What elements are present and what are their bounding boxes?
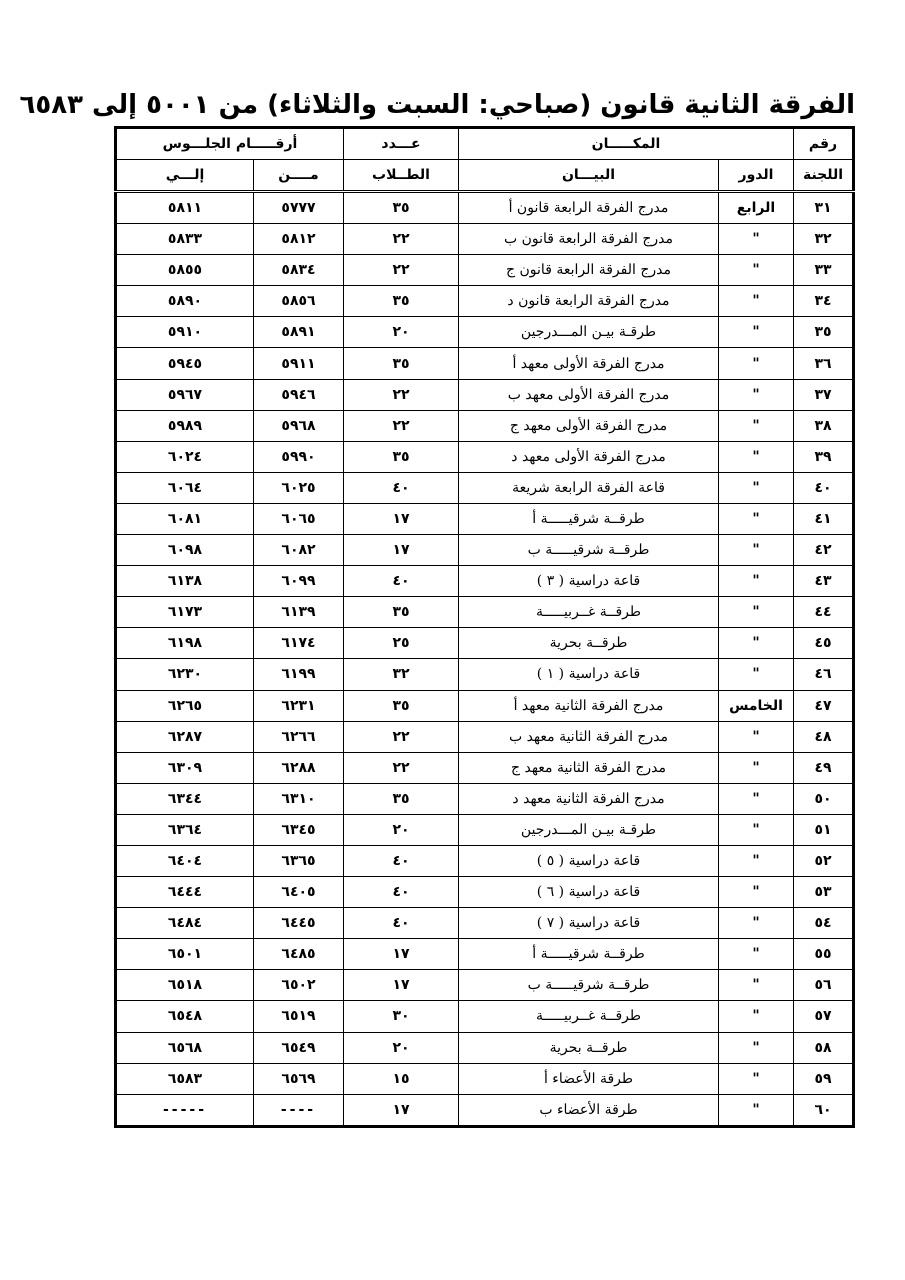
table-row (116, 224, 854, 255)
place-cell: طرقــة شرقيـــــة ب (459, 970, 719, 1001)
place-cell: طرقـة بيـن المـــدرجين (459, 317, 719, 348)
round-cell: " (719, 379, 794, 410)
seat-from-cell: ٦٢٨٨ (254, 752, 344, 783)
committee-number-cell: ٥٧ (794, 1001, 854, 1032)
seat-from-cell: ٥٧٧٧ (254, 192, 344, 224)
seat-to-cell: ٦٠٢٤ (116, 441, 254, 472)
seat-from-cell: ٥٨٩١ (254, 317, 344, 348)
table-row (116, 628, 854, 659)
committee-number-cell: ٣٦ (794, 348, 854, 379)
seat-from-cell: ٦٣١٠ (254, 783, 344, 814)
student-count-cell: ٣٥ (344, 690, 459, 721)
header-count: عـــدد (344, 128, 459, 160)
place-cell: طرقــة شرقيـــــة ب (459, 535, 719, 566)
table-row (116, 255, 854, 286)
committee-number-cell: ٤٦ (794, 659, 854, 690)
seat-to-cell: ----- (116, 1094, 254, 1126)
round-cell: " (719, 348, 794, 379)
table-row (116, 1001, 854, 1032)
round-cell: " (719, 410, 794, 441)
seat-to-cell: ٦٢٣٠ (116, 659, 254, 690)
seat-to-cell: ٥٨١١ (116, 192, 254, 224)
seat-to-cell: ٥٨٩٠ (116, 286, 254, 317)
seat-from-cell: ٦٤٤٥ (254, 908, 344, 939)
table-row (116, 348, 854, 379)
seat-from-cell: ٦٤٠٥ (254, 877, 344, 908)
place-cell: قاعة الفرقة الرابعة شريعة (459, 472, 719, 503)
student-count-cell: ٤٠ (344, 908, 459, 939)
committee-number-cell: ٤٤ (794, 597, 854, 628)
student-count-cell: ١٧ (344, 939, 459, 970)
seat-from-cell: ٦٥٤٩ (254, 1032, 344, 1063)
table-row (116, 908, 854, 939)
seat-to-cell: ٥٩١٠ (116, 317, 254, 348)
committee-number-cell: ٣١ (794, 192, 854, 224)
place-cell: طرقـة بيـن المـــدرجين (459, 814, 719, 845)
seat-to-cell: ٦٥٠١ (116, 939, 254, 970)
table-row (116, 970, 854, 1001)
student-count-cell: ٣٢ (344, 659, 459, 690)
place-cell: قاعة دراسية ( ٣ ) (459, 566, 719, 597)
round-cell: " (719, 721, 794, 752)
committee-number-cell: ٤٠ (794, 472, 854, 503)
committee-number-cell: ٤٢ (794, 535, 854, 566)
table-row (116, 1032, 854, 1063)
student-count-cell: ٣٥ (344, 192, 459, 224)
header-round: الدور (719, 160, 794, 192)
round-cell: " (719, 939, 794, 970)
round-cell: " (719, 659, 794, 690)
place-cell: طرقة الأعضاء ب (459, 1094, 719, 1126)
student-count-cell: ١٧ (344, 535, 459, 566)
student-count-cell: ٤٠ (344, 877, 459, 908)
seat-to-cell: ٥٩٤٥ (116, 348, 254, 379)
table-row (116, 410, 854, 441)
seat-to-cell: ٦٠٦٤ (116, 472, 254, 503)
place-cell: طرقــة بحرية (459, 1032, 719, 1063)
round-cell: " (719, 970, 794, 1001)
student-count-cell: ١٥ (344, 1063, 459, 1094)
place-cell: مدرج الفرقة الأولى معهد ب (459, 379, 719, 410)
round-cell: " (719, 783, 794, 814)
seat-to-cell: ٥٩٦٧ (116, 379, 254, 410)
round-cell: " (719, 224, 794, 255)
header-description: البيـــان (459, 160, 719, 192)
page-title: الفرقة الثانية قانون (صباحي: السبت والثلاثاء) من ٥٠٠١ إلى ٦٥٨٣ (19, 90, 855, 120)
committee-number-cell: ٥٦ (794, 970, 854, 1001)
round-cell: " (719, 441, 794, 472)
table-row (116, 192, 854, 224)
committee-number-cell: ٤٨ (794, 721, 854, 752)
seat-from-cell: ٥٨١٢ (254, 224, 344, 255)
place-cell: طرقــة غــربيـــــة (459, 597, 719, 628)
seat-from-cell: ٥٩٦٨ (254, 410, 344, 441)
student-count-cell: ٢٢ (344, 721, 459, 752)
table-row (116, 535, 854, 566)
committee-number-cell: ٥٠ (794, 783, 854, 814)
student-count-cell: ٤٠ (344, 845, 459, 876)
round-cell: " (719, 597, 794, 628)
student-count-cell: ٢٢ (344, 379, 459, 410)
header-committee-number: رقم (794, 128, 854, 160)
committee-number-cell: ٦٠ (794, 1094, 854, 1126)
table-row (116, 939, 854, 970)
student-count-cell: ٣٥ (344, 783, 459, 814)
round-cell: " (719, 317, 794, 348)
seat-from-cell: ٦١٩٩ (254, 659, 344, 690)
student-count-cell: ٢٢ (344, 410, 459, 441)
table-row (116, 814, 854, 845)
committee-number-cell: ٥٢ (794, 845, 854, 876)
seat-from-cell: ٦٢٦٦ (254, 721, 344, 752)
seat-from-cell: ٦٥٠٢ (254, 970, 344, 1001)
seat-from-cell: ٦١٧٤ (254, 628, 344, 659)
student-count-cell: ٣٥ (344, 597, 459, 628)
place-cell: مدرج الفرقة الثانية معهد ب (459, 721, 719, 752)
table-row (116, 783, 854, 814)
table-row (116, 845, 854, 876)
seat-to-cell: ٦٢٦٥ (116, 690, 254, 721)
committee-number-cell: ٥٣ (794, 877, 854, 908)
committee-number-cell: ٥٨ (794, 1032, 854, 1063)
table-row (116, 566, 854, 597)
place-cell: مدرج الفرقة الأولى معهد ج (459, 410, 719, 441)
seat-to-cell: ٦٤٠٤ (116, 845, 254, 876)
student-count-cell: ٢٢ (344, 752, 459, 783)
table-row (116, 877, 854, 908)
place-cell: طرقــة شرقيـــــة أ (459, 939, 719, 970)
student-count-cell: ٣٠ (344, 1001, 459, 1032)
student-count-cell: ٣٥ (344, 441, 459, 472)
place-cell: طرقــة شرقيـــــة أ (459, 503, 719, 534)
table-row (116, 721, 854, 752)
seat-from-cell: ٦٠٨٢ (254, 535, 344, 566)
round-cell: " (719, 1001, 794, 1032)
committee-number-cell: ٣٩ (794, 441, 854, 472)
seat-to-cell: ٦٤٨٤ (116, 908, 254, 939)
place-cell: مدرج الفرقة الرابعة قانون أ (459, 192, 719, 224)
seat-from-cell: ٥٨٣٤ (254, 255, 344, 286)
seat-to-cell: ٦٣٠٩ (116, 752, 254, 783)
committee-number-cell: ٣٤ (794, 286, 854, 317)
committee-number-cell: ٥٤ (794, 908, 854, 939)
place-cell: مدرج الفرقة الثانية معهد د (459, 783, 719, 814)
table-row (116, 1063, 854, 1094)
seat-to-cell: ٥٨٥٥ (116, 255, 254, 286)
committee-number-cell: ٣٢ (794, 224, 854, 255)
student-count-cell: ٤٠ (344, 566, 459, 597)
round-cell: " (719, 908, 794, 939)
place-cell: مدرج الفرقة الرابعة قانون ج (459, 255, 719, 286)
place-cell: قاعة دراسية ( ٥ ) (459, 845, 719, 876)
committee-number-cell: ٥٥ (794, 939, 854, 970)
header-seat-numbers: أرقـــــام الجلـــوس (116, 128, 344, 160)
seat-to-cell: ٥٨٣٣ (116, 224, 254, 255)
round-cell: " (719, 472, 794, 503)
round-cell: " (719, 877, 794, 908)
round-cell: " (719, 286, 794, 317)
round-cell: الرابع (719, 192, 794, 224)
seat-to-cell: ٦١٣٨ (116, 566, 254, 597)
seat-from-cell: ٦١٣٩ (254, 597, 344, 628)
exam-committees-table (114, 126, 855, 1128)
place-cell: مدرج الفرقة الرابعة قانون ب (459, 224, 719, 255)
student-count-cell: ٤٠ (344, 472, 459, 503)
seat-from-cell: ٦٥٦٩ (254, 1063, 344, 1094)
seat-to-cell: ٦٣٦٤ (116, 814, 254, 845)
round-cell: " (719, 628, 794, 659)
seat-to-cell: ٦٠٩٨ (116, 535, 254, 566)
place-cell: مدرج الفرقة الأولى معهد د (459, 441, 719, 472)
place-cell: طرقــة بحرية (459, 628, 719, 659)
table-row (116, 1094, 854, 1126)
place-cell: مدرج الفرقة الثانية معهد ج (459, 752, 719, 783)
table-row (116, 472, 854, 503)
student-count-cell: ١٧ (344, 503, 459, 534)
seat-to-cell: ٦٥٨٣ (116, 1063, 254, 1094)
seat-to-cell: ٥٩٨٩ (116, 410, 254, 441)
committee-number-cell: ٥١ (794, 814, 854, 845)
round-cell: " (719, 814, 794, 845)
place-cell: مدرج الفرقة الأولى معهد أ (459, 348, 719, 379)
table-row (116, 286, 854, 317)
student-count-cell: ٢٥ (344, 628, 459, 659)
round-cell: الخامس (719, 690, 794, 721)
table-row (116, 597, 854, 628)
seat-to-cell: ٦٢٨٧ (116, 721, 254, 752)
seat-from-cell: ٥٩١١ (254, 348, 344, 379)
student-count-cell: ٢٠ (344, 814, 459, 845)
seat-from-cell: ٦٤٨٥ (254, 939, 344, 970)
round-cell: " (719, 845, 794, 876)
seat-to-cell: ٦٥٦٨ (116, 1032, 254, 1063)
header-to: إلـــي (116, 160, 254, 192)
seat-to-cell: ٦٤٤٤ (116, 877, 254, 908)
table-row (116, 503, 854, 534)
committee-number-cell: ٤٩ (794, 752, 854, 783)
seat-from-cell: ٦٣٤٥ (254, 814, 344, 845)
student-count-cell: ٢٢ (344, 224, 459, 255)
student-count-cell: ١٧ (344, 970, 459, 1001)
seat-to-cell: ٦١٩٨ (116, 628, 254, 659)
seat-from-cell: ٥٩٩٠ (254, 441, 344, 472)
student-count-cell: ٣٥ (344, 348, 459, 379)
seat-to-cell: ٦٠٨١ (116, 503, 254, 534)
header-students: الطــلاب (344, 160, 459, 192)
seat-from-cell: ٦٠٢٥ (254, 472, 344, 503)
table-row (116, 379, 854, 410)
table-body (116, 192, 854, 1127)
round-cell: " (719, 535, 794, 566)
place-cell: مدرج الفرقة الرابعة قانون د (459, 286, 719, 317)
committee-number-cell: ٣٨ (794, 410, 854, 441)
student-count-cell: ٢٠ (344, 1032, 459, 1063)
seat-from-cell: ٦٣٦٥ (254, 845, 344, 876)
round-cell: " (719, 566, 794, 597)
seat-to-cell: ٦٣٤٤ (116, 783, 254, 814)
round-cell: " (719, 752, 794, 783)
header-place: المكـــــان (459, 128, 794, 160)
committee-number-cell: ٣٥ (794, 317, 854, 348)
round-cell: " (719, 255, 794, 286)
table-row (116, 317, 854, 348)
place-cell: قاعة دراسية ( ١ ) (459, 659, 719, 690)
student-count-cell: ٢٠ (344, 317, 459, 348)
seat-to-cell: ٦٥٤٨ (116, 1001, 254, 1032)
seat-from-cell: ٦٥١٩ (254, 1001, 344, 1032)
seat-from-cell: ٦٢٣١ (254, 690, 344, 721)
committee-number-cell: ٤٧ (794, 690, 854, 721)
table-row (116, 659, 854, 690)
committee-number-cell: ٤١ (794, 503, 854, 534)
table-row (116, 752, 854, 783)
seat-from-cell: ٥٨٥٦ (254, 286, 344, 317)
header-from: مــــن (254, 160, 344, 192)
place-cell: مدرج الفرقة الثانية معهد أ (459, 690, 719, 721)
place-cell: طرقــة غــربيـــــة (459, 1001, 719, 1032)
place-cell: قاعة دراسية ( ٦ ) (459, 877, 719, 908)
round-cell: " (719, 1032, 794, 1063)
table-row (116, 690, 854, 721)
student-count-cell: ٣٥ (344, 286, 459, 317)
student-count-cell: ١٧ (344, 1094, 459, 1126)
committee-number-cell: ٥٩ (794, 1063, 854, 1094)
student-count-cell: ٢٢ (344, 255, 459, 286)
committee-number-cell: ٤٣ (794, 566, 854, 597)
seat-from-cell: ---- (254, 1094, 344, 1126)
header-committee: اللجنة (794, 160, 854, 192)
round-cell: " (719, 1063, 794, 1094)
committee-number-cell: ٤٥ (794, 628, 854, 659)
round-cell: " (719, 1094, 794, 1126)
seat-from-cell: ٦٠٩٩ (254, 566, 344, 597)
round-cell: " (719, 503, 794, 534)
table-row (116, 441, 854, 472)
place-cell: قاعة دراسية ( ٧ ) (459, 908, 719, 939)
committee-number-cell: ٣٣ (794, 255, 854, 286)
seat-from-cell: ٥٩٤٦ (254, 379, 344, 410)
place-cell: طرقة الأعضاء أ (459, 1063, 719, 1094)
seat-from-cell: ٦٠٦٥ (254, 503, 344, 534)
seat-to-cell: ٦١٧٣ (116, 597, 254, 628)
committee-number-cell: ٣٧ (794, 379, 854, 410)
seat-to-cell: ٦٥١٨ (116, 970, 254, 1001)
